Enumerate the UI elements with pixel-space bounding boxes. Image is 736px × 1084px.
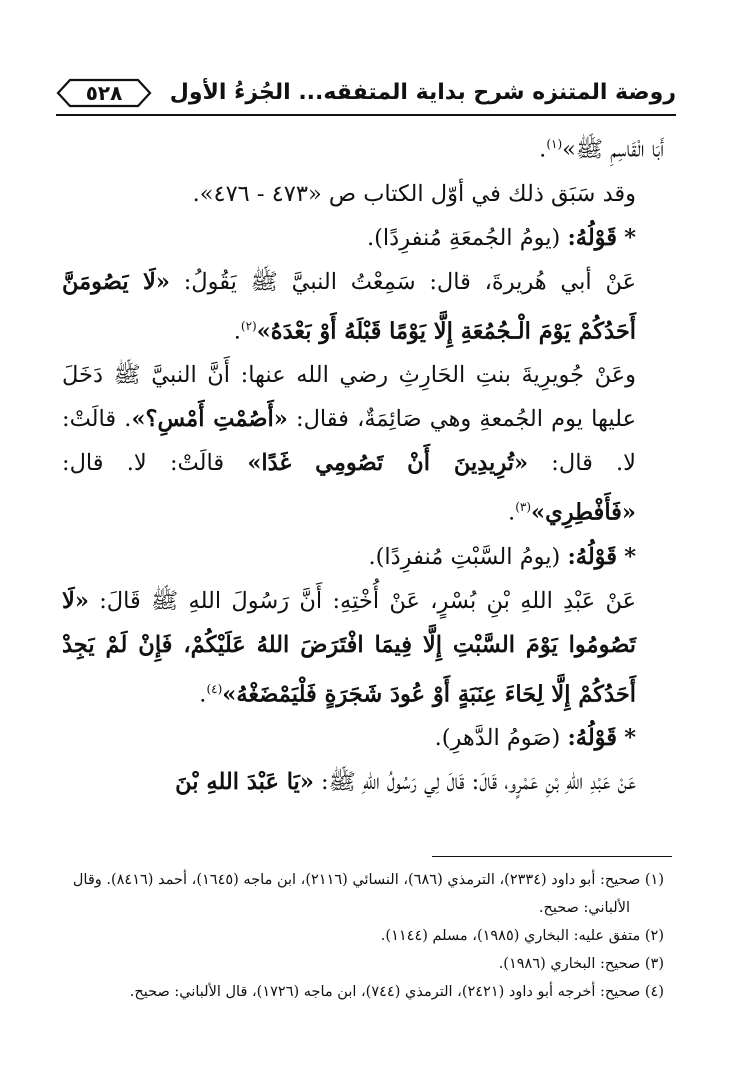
footnote-ref-4: (٤) — [206, 681, 223, 696]
cross-reference: وقد سَبَق ذلك في أوّل الكتاب ص «٤٧٣ - ٤٧٦». — [192, 180, 636, 207]
heading-saturday: * قَوْلُهُ: (يومُ السَّبْتِ مُنفرِدًا). — [368, 543, 636, 570]
line-continuation: أَبَا الْقَاسِمِ ﷺ»$^{(١)}$. — [539, 136, 664, 163]
footnote-2: (٢) متفق عليه: البخاري (١٩٨٥)، مسلم (١١٤٤). — [380, 928, 664, 944]
heading-friday: * قَوْلُهُ: (يومُ الجُمعَةِ مُنفرِدًا). — [367, 224, 636, 251]
hadith-abu-hurayra: عَنْ أبي هُريرةَ، قال: سَمِعْتُ النبيَّ ﷺ يَقُولُ: «لَا يَصُومَنَّ أَحَدُكُمْ يَوْمَ الْـجُمُعَةِ إِلَّا يَوْمًا قَبْلَهُ أَوْ بَعْدَهُ»$^{(٢)}$. — [62, 268, 636, 344]
footnote-ref-1: (١) — [546, 137, 563, 151]
page-number — [56, 78, 152, 108]
footnote-1: (١) صحيح: أبو داود (٢٣٣٤)، الترمذي (٦٨٦)، النسائي (٢١١٦)، ابن ماجه (١٦٤٥)، أحمد (٨٤١٦). وقال — [72, 872, 664, 888]
footnote-ref-2: (٢) — [240, 318, 257, 333]
hadith-juwayriya: وعَنْ جُويرِيةَ بنتِ الحَارِثِ رضي الله عنها: أَنَّ النبيَّ ﷺ دَخَلَ عليها يوم الجُمعةِ وهي صَائِمَةٌ، فقال: «أَصُمْتِ أَمْسِ؟». قالَتْ: لا. قال: «تُرِيدِينَ أَنْ تَصُومِي غَدًا» قالَتْ: لا. قال: «فَأَفْطِرِي»$^{(٣)}$. — [62, 362, 637, 526]
page-number-text: ٥٢٨ — [85, 81, 123, 105]
hadith-abdullah-amr: عَنْ عَبْدِ اللهِ بْنِ عَمْرٍو، قَالَ: قَالَ لِي رَسُولُ اللهِ ﷺ: «يَا عَبْدَ اللهِ بْنَ — [175, 769, 636, 795]
heading-perpetual-fast: * قَوْلُهُ: (صَومُ الدَّهرِ). — [434, 725, 636, 751]
header-divider — [56, 114, 676, 116]
footnote-1-continued: الألباني: صحيح. — [538, 900, 630, 916]
footnote-3: (٣) صحيح: البخاري (١٩٨٦). — [498, 956, 664, 972]
running-title: روضة المتنزه شرح بداية المتفقه... الجُزءُ الأول — [169, 80, 676, 105]
footnote-ref-3: (٣) — [515, 500, 532, 514]
footnote-4: (٤) صحيح: أخرجه أبو داود (٢٤٢١)، الترمذي (٧٤٤)، ابن ماجه (١٧٢٦)، قال الألباني: صحيح. — [129, 984, 664, 1000]
hadith-abdullah-busr: عَنْ عَبْدِ اللهِ بْنِ بُسْرٍ، عَنْ أُخْتِهِ: أَنَّ رَسُولَ اللهِ ﷺ قَالَ: «لَا تَصُومُوا يَوْمَ السَّبْتِ إِلَّا فِيمَا افْتَرَضَ اللهُ عَلَيْكُمْ، فَإِنْ لَمْ يَجِدْ أَحَدُكُمْ إِلَّا لِحَاءَ عِنَبَةٍ أَوْ عُودَ شَجَرَةٍ فَلْيَمْضَغْهُ»$^{(٤)}$. — [62, 587, 636, 707]
footnotes — [62, 866, 664, 1006]
page-header — [56, 74, 676, 116]
main-text — [62, 122, 664, 804]
footnote-divider — [432, 856, 672, 857]
